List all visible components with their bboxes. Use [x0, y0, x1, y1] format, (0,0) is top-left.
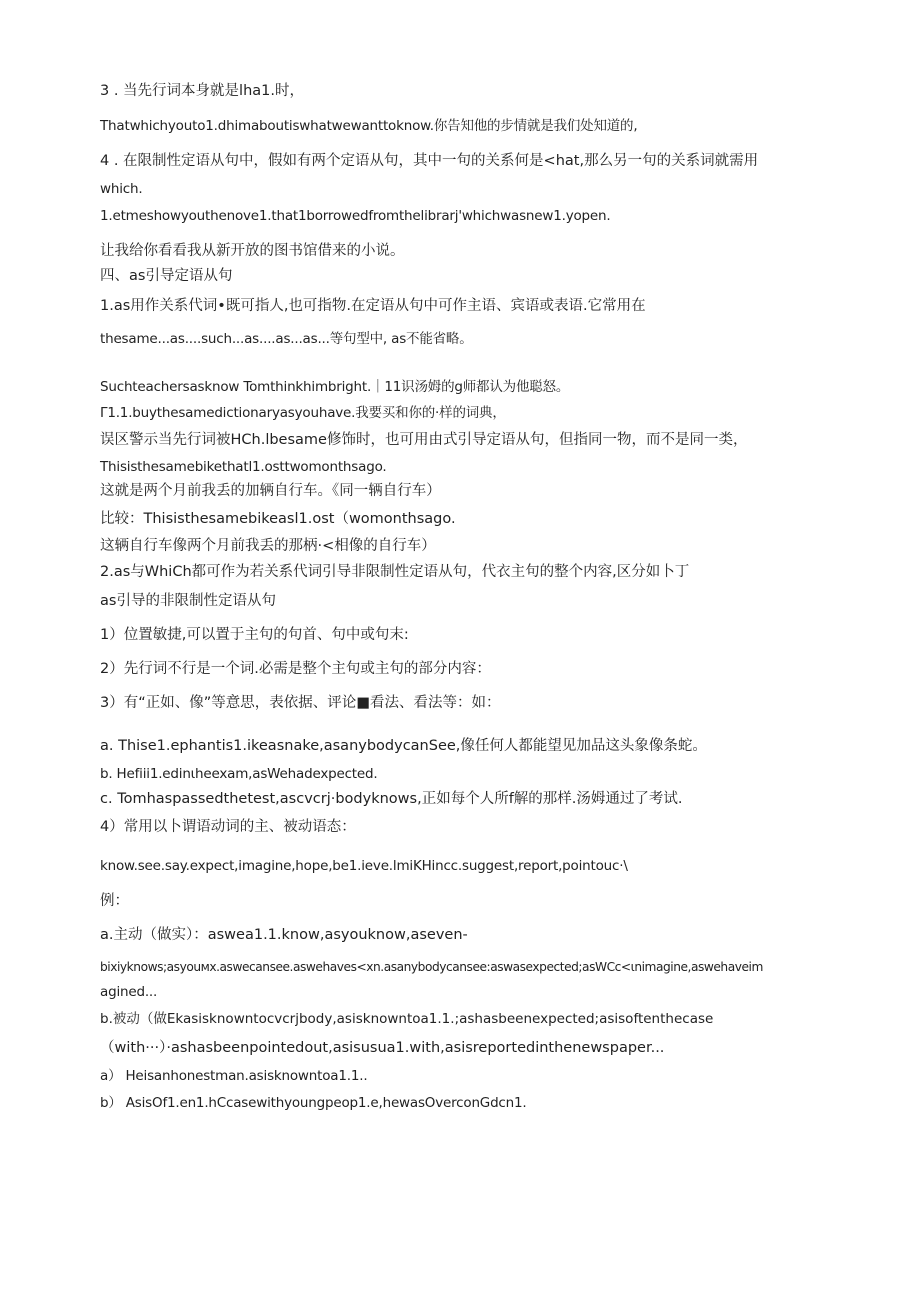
text-line: a.主动（做实）：aswea1.1.know,asyouknow,aseven-	[100, 927, 468, 943]
text-line: 让我给你看看我从新开放的图书馆借来的小说。	[100, 243, 405, 259]
list-item: a） Heisanhonestman.asisknowntoa1.1..	[100, 1068, 368, 1084]
text-line: 2.as与WhiCh都可作为若关系代词引导非限制性定语从句，代衣主句的整个内容,区分如卜丁	[100, 564, 690, 580]
text-line: 例：	[100, 893, 129, 909]
text-line: 1.etmeshowyouthenove1.that1borrowedfromthelibrarj'whichwasnew1.yopen.	[100, 208, 611, 224]
text-line: Thatwhichyouto1.dhimaboutiswhatwewanttoknow.你告知他的步情就是我们处知道的,	[100, 118, 638, 134]
text-line: b.被动（做Ekasisknowntocvcrjbody,asisknowntoa1.1.;ashasbeenexpected;asisoftenthecase	[100, 1011, 714, 1027]
list-item: c. Tomhaspassedthetest,ascvcrj·bodyknows,正如每个人所f解的那样.汤姆通过了考试.	[100, 791, 683, 807]
text-line: which.	[100, 181, 143, 197]
text-line: bixiyknows;asyouмx.aswecansee.aswehaves<xn.asanybodycansee:aswasexpected;asWCc<ιnimagine,aswehaveim	[100, 960, 763, 974]
text-line: 1）位置敏捷,可以置于主句的句首、句中或句末:	[100, 627, 409, 643]
text-line: as引导的非限制性定语从句	[100, 593, 276, 609]
text-line: （with···）·ashasbeenpointedout,asisusua1.with,asisreportedinthenewspaper...	[100, 1040, 665, 1056]
list-item: b. Hefiii1.edinιheexam,asWehadexpected.	[100, 766, 378, 782]
text-line: 4）常用以卜谓语动词的主、被动语态：	[100, 819, 356, 835]
text-line: 3 . 当先行词本身就是lha1.时，	[100, 83, 304, 99]
text-line: 2）先行词不行是一个词.必需是整个主句或主句的部分内容：	[100, 661, 491, 677]
text-line: agined...	[100, 984, 158, 1000]
text-line: Suchteachersasknow Tomthinkhimbright.｜11识汤姆的g师都认为他聪怒。	[100, 379, 570, 395]
text-line: Thisisthesamebikethatl1.osttwomonthsago.	[100, 459, 387, 475]
text-line: know.see.say.expect,imagine,hope,be1.ieve.lmiKHincc.suggest,report,pointouc·\	[100, 858, 628, 874]
list-item: b） AsisOf1.en1.hCcasewithyoungpeop1.e,hewasOverconGdcn1.	[100, 1095, 527, 1111]
text-line: 误区警示当先行词被HCh.lbesame修饰时，也可用由式引导定语从句，但指同一物，而不是同一类，	[100, 432, 748, 448]
list-item: a. Thise1.ephantis1.ikeasnake,asanybodycanSee,像任何人都能望见加品这头象像条蛇。	[100, 738, 707, 754]
text-line: 3）有“正如、像”等意思，表依据、评论■看法、看法等：如：	[100, 695, 501, 711]
text-line: 这就是两个月前我丢的加辆自行车。《同一辆自行车）	[100, 483, 441, 499]
text-line: Γ1.1.buythesamedictionaryasyouhave.我要买和你的·样的词典，	[100, 405, 506, 421]
text-line: 4 . 在限制性定语从句中，假如有两个定语从句，其中一句的关系何是<hat,那么另一句的关系词就需用	[100, 153, 759, 169]
text-line: 1.as用作关系代词•既可指人,也可指物.在定语从句中可作主语、宾语或表语.它常用在	[100, 298, 646, 314]
text-line: 比较：Thisisthesamebikeasl1.ost（womonthsago.	[100, 511, 456, 527]
text-line: 这辆自行车像两个月前我丢的那柄·<相像的自行车）	[100, 538, 436, 554]
text-line: thesame...as....such...as....as...as...等句型中, as不能省略。	[100, 331, 473, 347]
section-heading: 四、as引导定语从句	[100, 268, 233, 284]
